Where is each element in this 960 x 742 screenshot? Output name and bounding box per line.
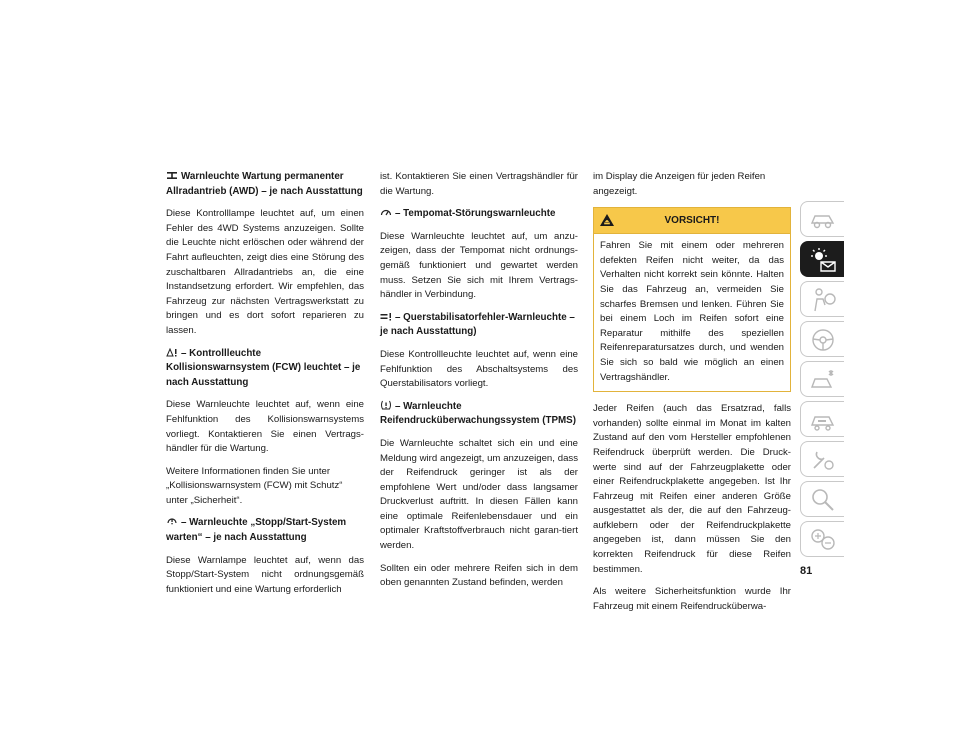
section-stopstart-heading [166, 516, 364, 545]
section-tpms-title: – Warnleuchte Reifendrucküberwachungssystem (TPMS) [380, 400, 576, 427]
section-fcw-body-2: Weitere Informationen finden Sie unter „Kollisionswarnsystem (FCW) mit Schutz“ unter „Sicherheit“. [166, 465, 343, 506]
section-sway-body: Diese Kontrollleuchte leuchtet auf, wenn eine Fehlfunktion des Abschaltsystems des Querstabilisators vorliegt. [380, 348, 578, 390]
tab-safety[interactable] [800, 281, 844, 317]
search-icon [809, 487, 837, 513]
section-cruise-body: Diese Warnleuchte leuchtet auf, um anzu-zeigen, dass der Tempomat nicht ordnungs-gemäß funktioniert und gewartet werden muss. Setzen Sie sich mit Ihrem Vertrags-händler in Verbindung. [380, 230, 578, 301]
section-fcw-heading [166, 347, 364, 391]
section-awd-title: Warnleuchte Wartung permanenter Allradantrieb (AWD) – je nach Ausstattung [166, 171, 363, 197]
section-fcw-body-1: Diese Warnleuchte leuchtet auf, wenn eine Fehlfunktion des Kollisionswarnsystems vorliegt. Kontaktieren Sie einen Vertrags-händler für die Wartung. [166, 399, 364, 455]
safety-feature-paragraph: Als weitere Sicherheitsfunktion wurde Ihr Fahrzeug mit einem Reifendrucküberwa- [593, 586, 791, 612]
stop-start-icon [166, 517, 178, 526]
tools-icon [809, 447, 837, 473]
section-cruise-heading [380, 207, 578, 222]
tire-pressure-paragraph: Jeder Reifen (auch das Ersatzrad, falls vorhanden) sollte einmal im Monat im kalten Zustand auf den vom Hersteller empfohlenen Reifendruck überprüft werden. Die Druck-werte sind auf der Fahrzeugplakette oder einer Reifendruckplakette angegeben. Ist Ihr Fahrzeug mit Reifen einer anderen Größe ausgestattet als der, die auf den Fahrzeug-aufklebern oder der Reifendruckplakette angegeben ist, dann müssen Sie den korrekten Reifendruck für diese Reifen bestimmen. [593, 403, 791, 575]
service-car-icon [809, 407, 837, 433]
steering-wheel-icon [809, 327, 837, 353]
column-3 [593, 170, 791, 622]
tab-dashboard-warnings[interactable] [800, 241, 844, 277]
section-awd-heading [166, 170, 364, 199]
section-sway-heading [380, 311, 578, 340]
continued-text-col3: im Display die Anzeigen für jeden Reifen angezeigt. [593, 171, 766, 197]
tab-starting-driving[interactable] [800, 321, 844, 357]
continued-text: ist. Kontaktieren Sie einen Vertragshändler für die Wartung. [380, 171, 578, 197]
languages-icon [809, 527, 837, 553]
fcw-warning-icon [166, 348, 178, 357]
section-tpms-body-1: Die Warnleuchte schaltet sich ein und eine Meldung wird angezeigt, um anzuzeigen, dass der Reifendruck geringer ist als der empfohlene Wert und/oder dass langsamer Druckverlust auftritt. In diesen Fällen kann eine optimale Reifenlebensdauer und ein optimaler Kraftstoffverbrauch nicht garan-tiert werden. [380, 437, 578, 552]
caution-body: Fahren Sie mit einem oder mehreren defekten Reifen nicht weiter, da das Verhalten nicht korrekt sein könnte. Halten Sie das Fahrzeug an, vermeiden Sie scharfes Bremsen und lenken. Führen Sie bei einem Loch im Reifen sofort eine Reparatur mithilfe des speziellen Reifenreparatursatzes durch, und wenden Sie sich so bald wie möglich an einen Vertragshändler. [600, 240, 784, 383]
tab-index[interactable] [800, 481, 844, 517]
dashboard-warning-icon [809, 247, 837, 273]
section-fcw-title: – Kontrollleuchte Kollisionswarnsystem (FCW) leuchtet – je nach Ausstattung [166, 347, 361, 388]
sway-bar-icon [380, 312, 392, 321]
tab-service[interactable] [800, 401, 844, 437]
caution-title: VORSICHT! [664, 215, 720, 227]
section-cruise-title: – Tempomat-Störungswarnleuchte [395, 208, 556, 220]
section-stopstart-title: – Warnleuchte „Stopp/Start-System warten“ – je nach Ausstattung [166, 517, 347, 544]
tab-languages[interactable] [800, 521, 844, 557]
vehicle-icon [809, 207, 837, 231]
section-stopstart-body: Diese Warnlampe leuchtet auf, wenn das Stopp/Start-System nicht ordnungsgemäß funktioniert und eine Wartung erforderlich [166, 554, 364, 595]
awd-service-icon [166, 171, 178, 180]
column-2 [380, 170, 578, 599]
section-tpms-heading [380, 400, 578, 429]
crash-icon [809, 367, 837, 393]
tpms-icon [380, 400, 392, 409]
section-tpms-body-2: Sollten ein oder mehrere Reifen sich in dem oben genannten Zustand befinden, werden [380, 562, 578, 589]
tab-vehicle[interactable] [800, 201, 844, 237]
tab-emergency[interactable] [800, 361, 844, 397]
cruise-fault-icon [380, 208, 392, 217]
column-1 [166, 170, 364, 605]
airbag-icon [809, 287, 837, 313]
page-number: 81 [800, 565, 813, 577]
caution-header [594, 208, 790, 234]
tab-specifications[interactable] [800, 441, 844, 477]
chapter-tabs [800, 201, 844, 561]
section-sway-title: – Querstabilisatorfehler-Warnleuchte – je nach Ausstattung) [380, 311, 575, 338]
caution-box [593, 207, 791, 392]
section-awd-body: Diese Kontrolllampe leuchtet auf, um einen Fehler des 4WD Systems anzuzeigen. Sollte die Leuchte nicht erlöschen oder während der Fahrt aufleuchten, zeigt dies eine Störung des zuschaltbaren Allradantriebs an, die eine Instandsetzung erfordert. Wir empfehlen, das Fahrzeug zur nächsten Vertragswerkstatt zu bringen und es dort sofort reparieren zu lassen. [166, 208, 364, 336]
